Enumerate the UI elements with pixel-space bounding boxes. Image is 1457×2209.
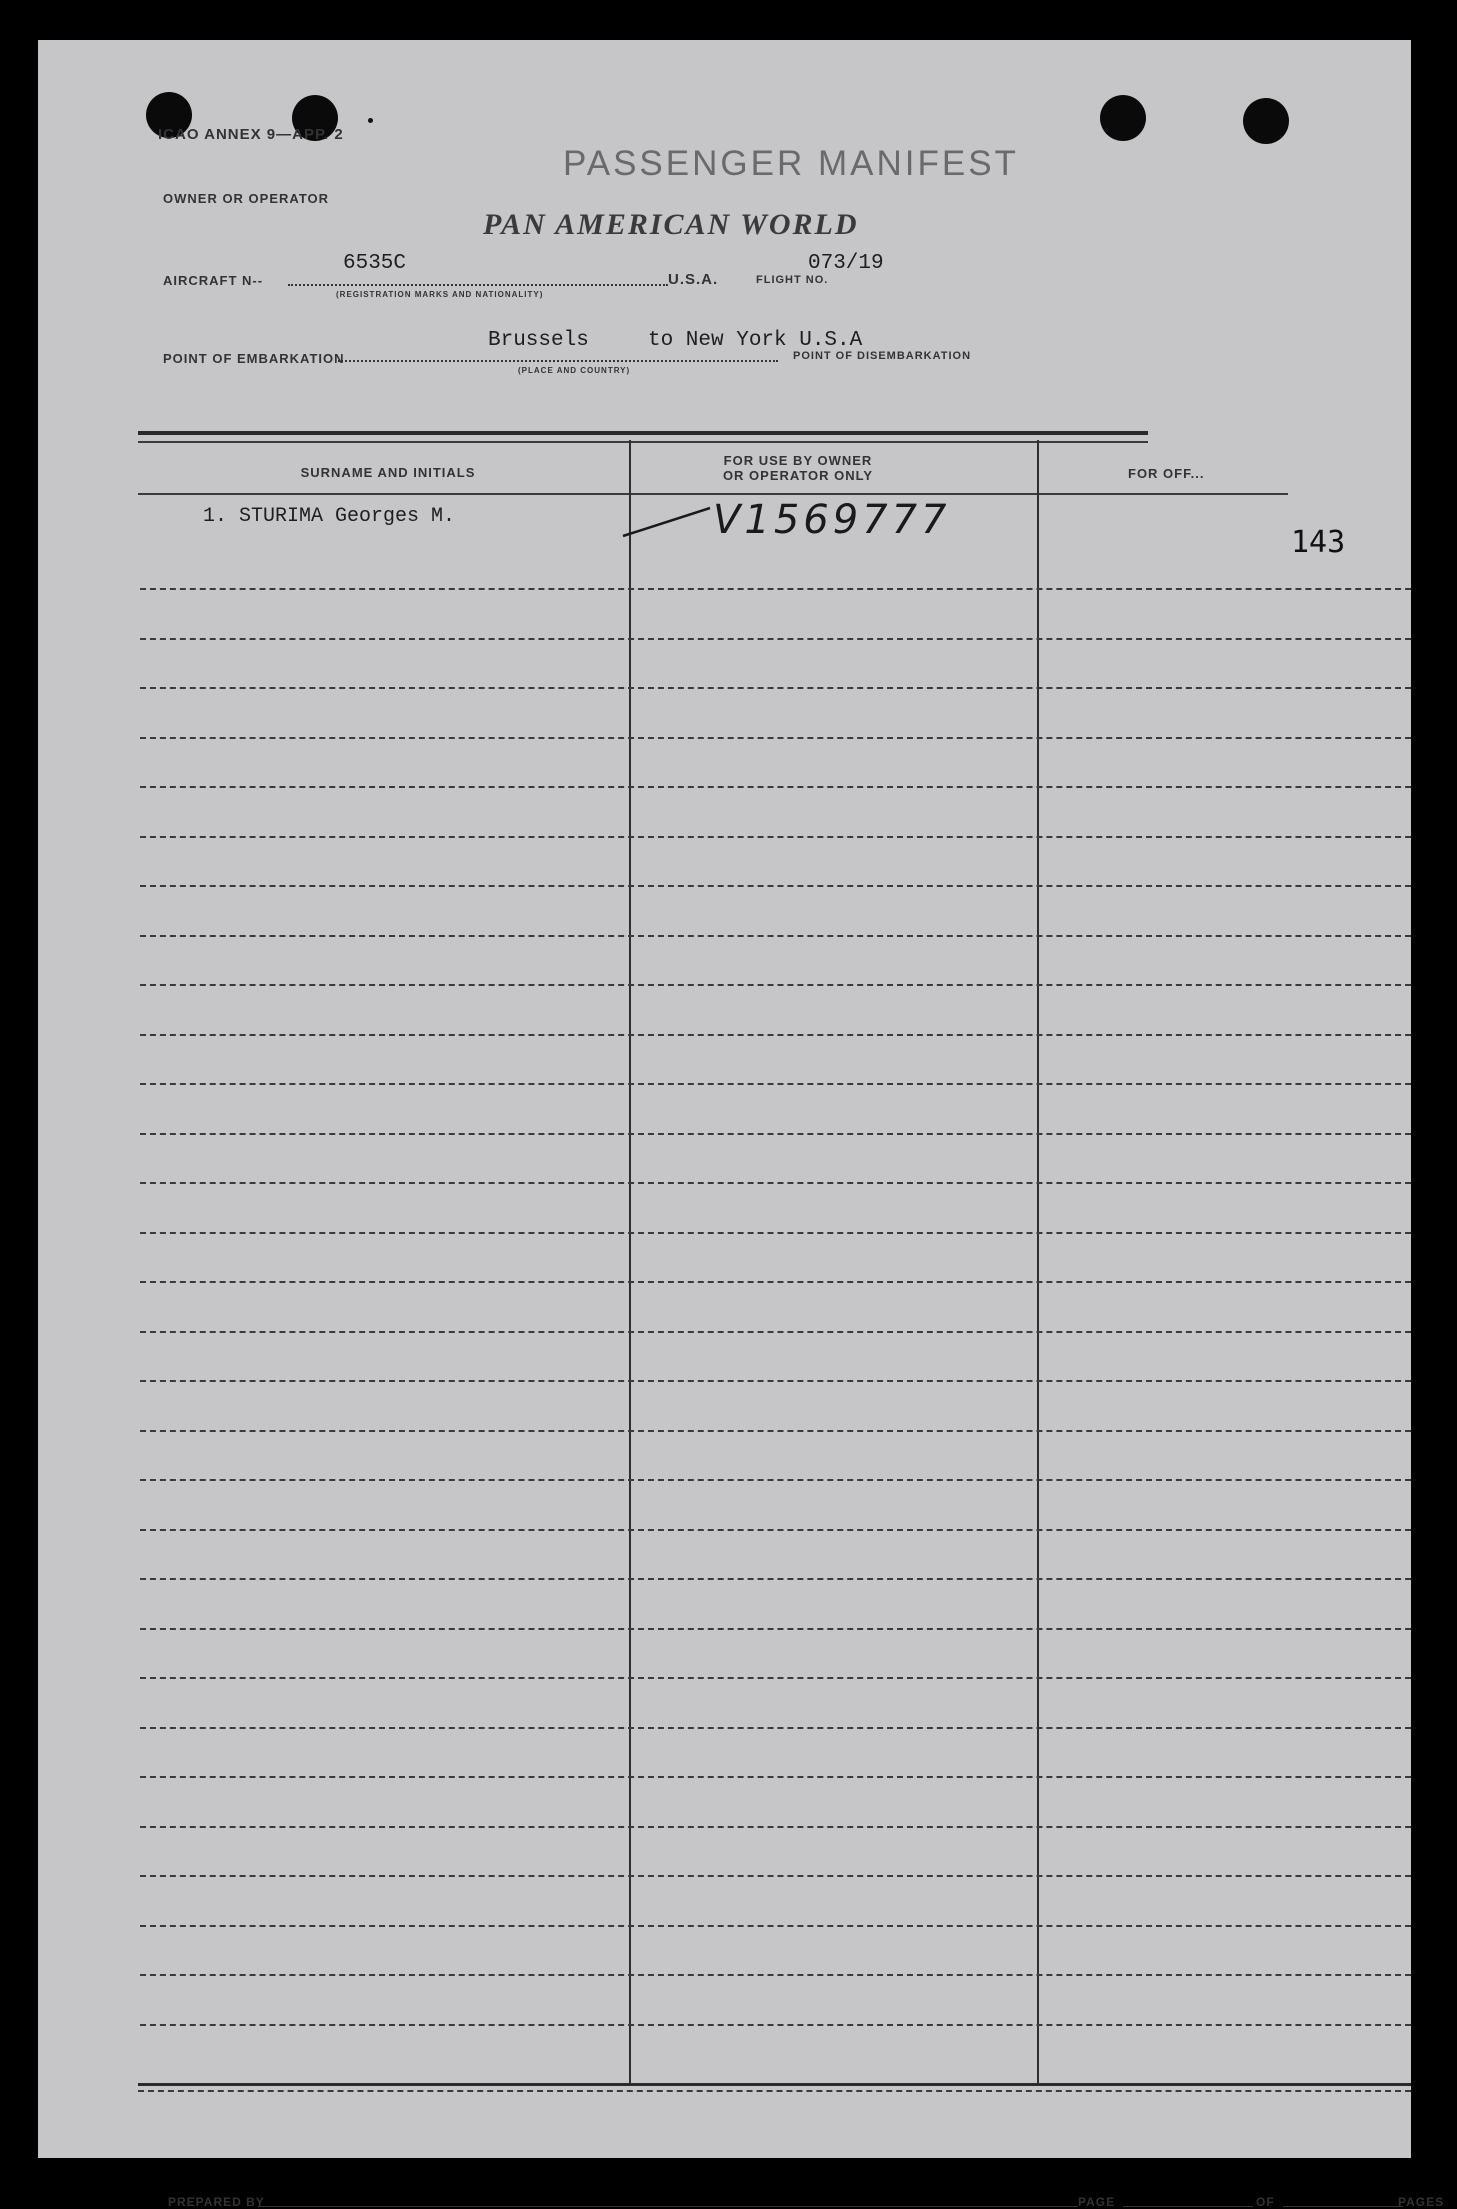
- row-rule: [140, 1875, 1411, 1877]
- disembarkation-label: POINT OF DISEMBARKATION: [793, 350, 972, 362]
- row-rule: [140, 885, 1411, 887]
- row-rule: [140, 1727, 1411, 1729]
- speck: [368, 118, 373, 123]
- prepared-by-line: [258, 2206, 1078, 2207]
- check-mark-icon: [618, 502, 718, 542]
- page-line: [1123, 2206, 1253, 2207]
- col-surname-header: SURNAME AND INITIALS: [300, 465, 476, 480]
- row-rule: [140, 836, 1411, 838]
- row-rule: [140, 737, 1411, 739]
- row-rule: [140, 687, 1411, 689]
- row-rule: [140, 1083, 1411, 1085]
- embarkation-line: [338, 360, 778, 362]
- row-rule: [140, 1133, 1411, 1135]
- table-top-rule-2: [138, 441, 1148, 443]
- row-rule: [140, 1331, 1411, 1333]
- row-rule: [140, 588, 1411, 590]
- destination-text: to New York U.S.A: [648, 329, 863, 352]
- row-rule: [140, 1034, 1411, 1036]
- of-line: [1283, 2206, 1403, 2207]
- page-title: PASSENGER MANIFEST: [563, 144, 1019, 183]
- table-bottom-rule: [138, 2083, 1411, 2086]
- row-rule: [140, 984, 1411, 986]
- header-bottom-rule: [138, 493, 1288, 495]
- manifest-page: [38, 40, 1445, 2209]
- col-owner-header-line2: OR OPERATOR ONLY: [722, 468, 874, 483]
- owner-use-entry: V1569777: [713, 497, 951, 543]
- row-rule: [140, 1232, 1411, 1234]
- owner-label: OWNER OR OPERATOR: [163, 191, 330, 206]
- flight-label: FLIGHT NO.: [756, 274, 829, 286]
- flight-number: 073/19: [808, 252, 884, 275]
- table-top-rule: [138, 431, 1148, 435]
- row-rule: [140, 1974, 1411, 1976]
- row-rule: [140, 1380, 1411, 1382]
- row-rule: [140, 1578, 1411, 1580]
- col-official-header: FOR OFF...: [1128, 466, 1205, 481]
- punch-hole: [1243, 98, 1289, 144]
- row-rule: [140, 1281, 1411, 1283]
- aircraft-line: [288, 284, 668, 286]
- aircraft-label: AIRCRAFT N--: [163, 273, 264, 288]
- aircraft-number: 6535C: [343, 252, 407, 275]
- row-rule: [140, 935, 1411, 937]
- row-rule: [140, 1925, 1411, 1927]
- embarkation-label: POINT OF EMBARKATION: [163, 351, 345, 366]
- row-rule: [140, 1430, 1411, 1432]
- page-label: PAGE: [1078, 2195, 1116, 2209]
- place-note: (PLACE AND COUNTRY): [518, 366, 631, 375]
- col-owner-header: [678, 453, 918, 483]
- icao-annex-label: ICAO ANNEX 9—APP. 2: [158, 126, 344, 143]
- registration-note: (REGISTRATION MARKS AND NATIONALITY): [336, 290, 544, 299]
- col-owner-header-line1: FOR USE BY OWNER: [723, 453, 873, 468]
- row-rule: [140, 1529, 1411, 1531]
- page-number-annotation: 143: [1291, 525, 1346, 560]
- passenger-entry: 1. STURIMA Georges M.: [203, 505, 456, 528]
- of-label: OF: [1256, 2195, 1275, 2209]
- table-bottom-rule-2: [138, 2090, 1411, 2092]
- owner-stamp: PAN AMERICAN WORLD: [483, 208, 859, 241]
- row-rule: [140, 786, 1411, 788]
- row-rule: [140, 1826, 1411, 1828]
- embarkation-value: Brussels: [488, 329, 589, 352]
- row-rule: [140, 2024, 1411, 2026]
- punch-hole: [1100, 95, 1146, 141]
- row-rule: [140, 1628, 1411, 1630]
- row-rule: [140, 1182, 1411, 1184]
- prepared-by-label: PREPARED BY: [168, 2195, 265, 2209]
- row-rule: [140, 1776, 1411, 1778]
- row-rule: [140, 1677, 1411, 1679]
- row-rule: [140, 1479, 1411, 1481]
- usa-label: U.S.A.: [668, 271, 719, 288]
- pages-label: PAGES: [1398, 2195, 1445, 2209]
- row-rule: [140, 638, 1411, 640]
